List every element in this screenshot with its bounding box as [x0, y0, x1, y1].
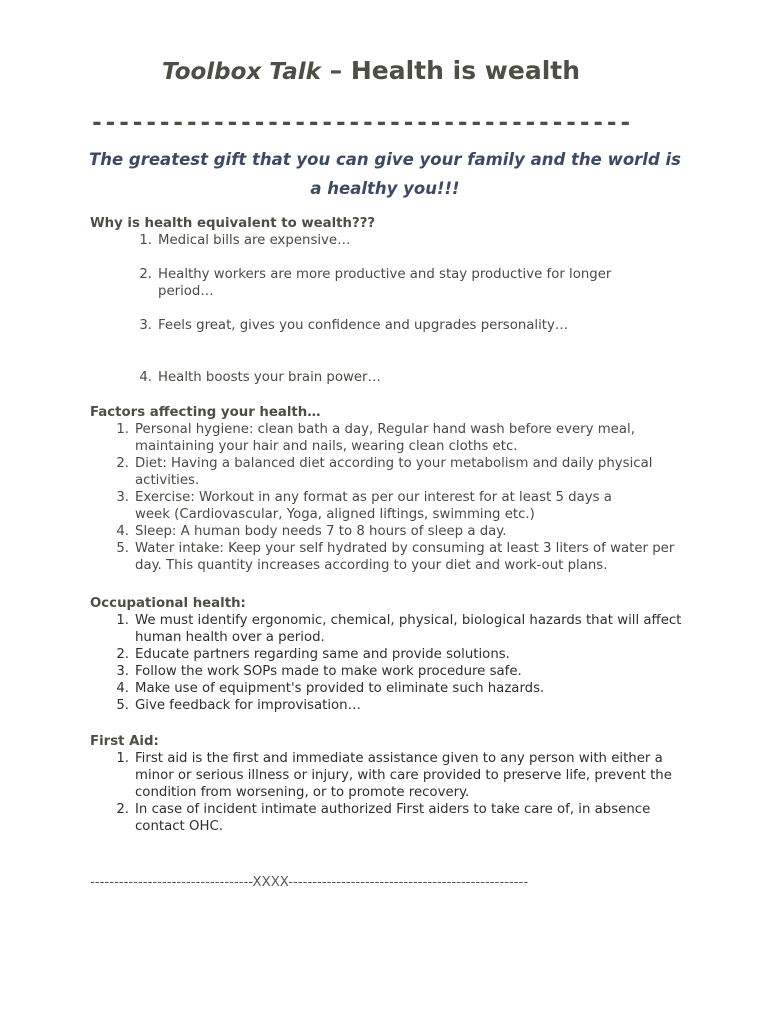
list-item: 3. Exercise: Workout in any format as per our interest for at least 5 days a week (Cardiovascular, Yoga, aligned liftings, swimming etc.) — [116, 490, 612, 522]
occupational-section — [90, 595, 690, 714]
tagline: The greatest gift that you can give your family and the world is a healthy you!!! — [88, 150, 681, 198]
firstaid-heading: First Aid: — [90, 734, 159, 749]
list-item: 2. In case of incident intimate authorized First aiders to take care of, in absence contact OHC. — [116, 802, 651, 834]
factors-list — [90, 421, 690, 574]
list-item: 2. Diet: Having a balanced diet according to your metabolism and daily physical activities. — [116, 456, 653, 488]
list-item: 2. Educate partners regarding same and provide solutions. — [116, 647, 510, 662]
why-heading: Why is health equivalent to wealth??? — [90, 216, 376, 231]
factors-section — [90, 404, 690, 574]
list-item: 2. Healthy workers are more productive and stay productive for longer period… — [139, 267, 612, 299]
occupational-heading: Occupational health: — [90, 596, 246, 611]
list-item: 4. Make use of equipment's provided to eliminate such hazards. — [116, 681, 545, 696]
list-item: 5. Water intake: Keep your self hydrated by consuming at least 3 liters of water per day. This quantity increases according to your diet and work-out plans. — [116, 541, 675, 573]
footer-divider: ----------------------------------XXXX-------------------------------------------------- — [90, 875, 529, 890]
list-item: 5. Give feedback for improvisation… — [116, 698, 361, 713]
why-section — [90, 215, 690, 386]
list-item: 1. We must identify ergonomic, chemical, physical, biological hazards that will affect human health over a period. — [116, 613, 682, 645]
why-list — [90, 232, 690, 386]
factors-heading: Factors affecting your health… — [90, 405, 321, 420]
firstaid-section — [90, 733, 690, 835]
firstaid-list — [90, 750, 690, 835]
list-item: 4. Health boosts your brain power… — [139, 370, 381, 385]
list-item: 1. Personal hygiene: clean bath a day, Regular hand wash before every meal, maintaining your hair and nails, wearing clean cloths etc. — [116, 422, 635, 454]
title-divider: ---------------------------------------- — [90, 110, 632, 136]
document-title — [0, 56, 742, 85]
title-rest: – Health is wealth — [320, 56, 581, 85]
list-item: 3. Follow the work SOPs made to make work procedure safe. — [116, 664, 522, 679]
list-item: 1. First aid is the first and immediate assistance given to any person with either a minor or serious illness or injury, with care provided to preserve life, prevent the condition from worsening, or to promote recovery. — [116, 751, 672, 800]
list-item: 3. Feels great, gives you confidence and upgrades personality… — [139, 318, 569, 333]
occupational-list — [90, 612, 690, 714]
title-italic: Toolbox Talk — [161, 59, 321, 85]
list-item: 4. Sleep: A human body needs 7 to 8 hours of sleep a day. — [116, 524, 507, 539]
list-item: 1. Medical bills are expensive… — [139, 233, 351, 248]
